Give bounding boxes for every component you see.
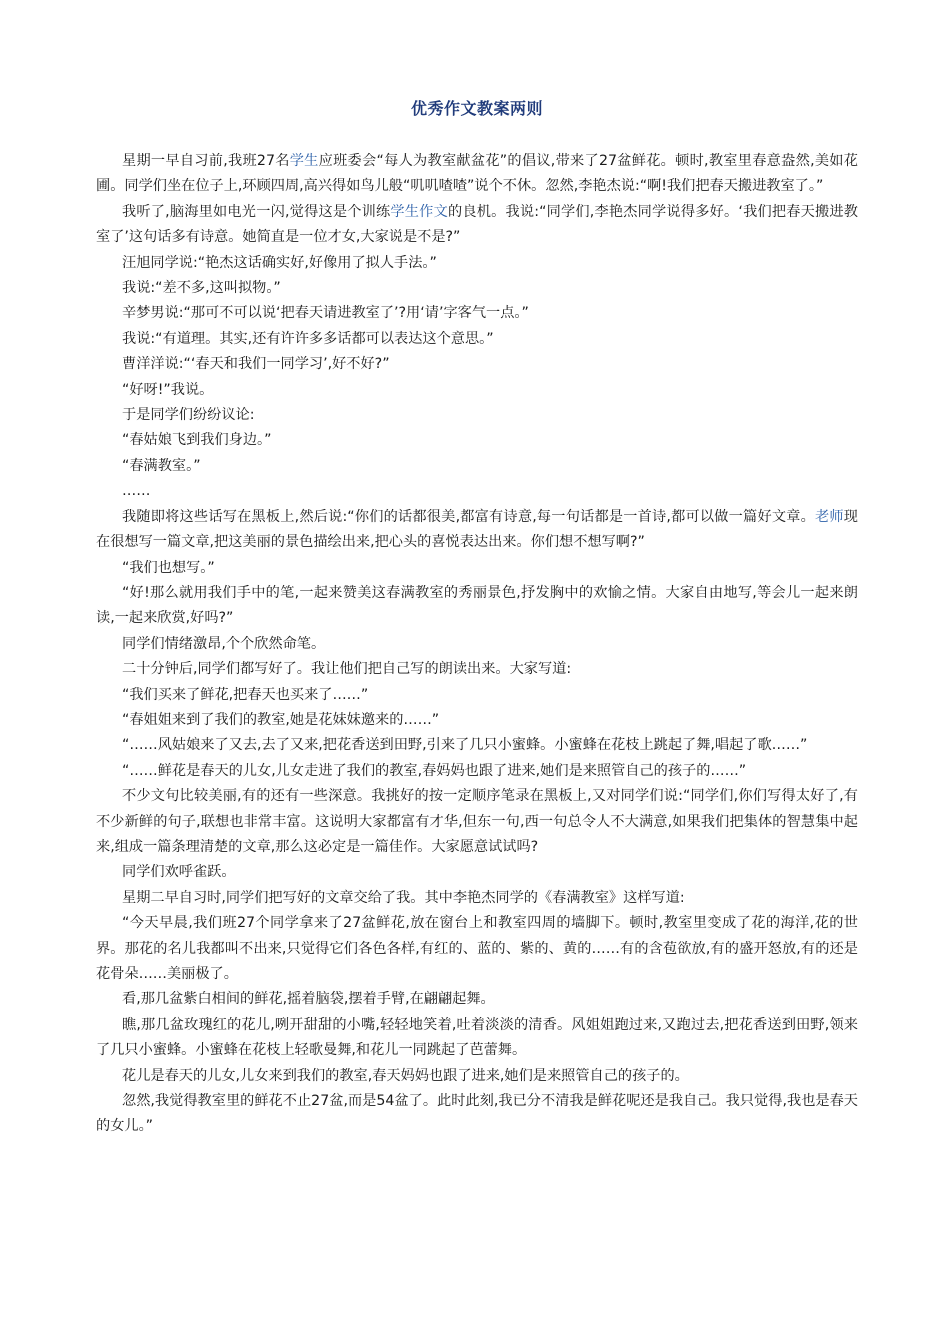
paragraph-text: 星期一早自习前,我班27名 — [122, 153, 290, 169]
body-paragraph — [96, 200, 858, 251]
body-paragraph — [96, 657, 858, 682]
body-paragraph — [96, 505, 858, 556]
inline-link[interactable]: 学生 — [289, 153, 319, 169]
body-paragraph — [96, 352, 858, 377]
paragraph-text: 我说:“有道理。其实,还有许许多多话都可以表达这个意思。” — [122, 330, 494, 347]
paragraph-text: 同学们欢呼雀跃。 — [122, 864, 236, 881]
paragraph-text: 汪旭同学说:“艳杰这话确实好,好像用了拟人手法。” — [122, 254, 437, 271]
body-paragraph — [96, 1013, 858, 1064]
body-paragraph — [96, 428, 858, 453]
body-paragraph — [96, 784, 858, 860]
body-paragraph — [96, 276, 858, 301]
paragraph-text: “春姐姐来到了我们的教室,她是花妹妹邀来的……” — [122, 711, 440, 728]
paragraph-text: …… — [122, 483, 151, 500]
paragraph-text: “……鲜花是春天的儿女,儿女走进了我们的教室,春妈妈也跟了进来,她们是来照管自己的孩子的……” — [122, 762, 747, 779]
body-paragraph — [96, 479, 858, 504]
paragraph-text: 看,那几盆紫白相间的鲜花,摇着脑袋,摆着手臂,在翩翩起舞。 — [122, 991, 495, 1008]
paragraph-text: “好!那么就用我们手中的笔,一起来赞美这春满教室的秀丽景色,抒发胸中的欢愉之情。大家自由地写,等会儿一起来朗读,一起来欣赏,好吗?” — [96, 584, 858, 627]
document-page — [96, 96, 858, 1140]
body-paragraph — [96, 1089, 858, 1140]
paragraph-text: 瞧,那几盆玫瑰红的花儿,咧开甜甜的小嘴,轻轻地笑着,吐着淡淡的清香。风姐姐跑过来,又跑过去,把花香送到田野,领来了几只小蜜蜂。小蜜蜂在花枝上轻歌曼舞,和花儿一同跳起了芭蕾舞。 — [96, 1016, 858, 1059]
body-paragraph — [96, 632, 858, 657]
body-paragraph — [96, 403, 858, 428]
inline-link[interactable]: 学生作文 — [390, 203, 448, 220]
paragraph-text: 忽然,我觉得教室里的鲜花不止27盆,而是54盆了。此时此刻,我已分不清我是鲜花呢还是我自己。我只觉得,我也是春天的女儿。” — [96, 1093, 858, 1135]
paragraph-text: “今天早晨,我们班27个同学拿来了27盆鲜花,放在窗台上和教室四周的墙脚下。顿时,教室里变成了花的海洋,花的世界。那花的名儿我都叫不出来,只觉得它们各色各样,有红的、蓝的、紫的、黄的……有的含苞欲放,有的盛开怒放,有的还是花骨朵……美丽极了。 — [96, 915, 858, 982]
paragraph-text: “春满教室。” — [122, 457, 201, 474]
body-paragraph — [96, 987, 858, 1012]
body-paragraph — [96, 149, 858, 200]
document-title: 优秀作文教案两则 — [410, 99, 543, 118]
paragraph-text: “我们也想写。” — [122, 559, 215, 576]
paragraph-text: 于是同学们纷纷议论: — [122, 407, 255, 424]
paragraph-text: 不少文句比较美丽,有的还有一些深意。我挑好的按一定顺序笔录在黑板上,又对同学们说:“同学们,你们写得太好了,有不少新鲜的句子,联想也非常丰富。这说明大家都富有才华,但东一句,西一句总令人不大满意,如果我们把集体的智慧集中起来,组成一篇条理清楚的文章,那么这必定是一篇佳作。大家愿意试试吗? — [96, 788, 858, 855]
body-paragraph — [96, 378, 858, 403]
paragraph-text: 星期二早自习时,同学们把写好的文章交给了我。其中李艳杰同学的《春满教室》这样写道: — [122, 889, 685, 906]
paragraph-text: 的良机。我说:“同学们,李艳杰同学说得多好。‘我们把春天搬进教室了’这句话多有诗意。她简直是一位才女,大家说是不是?” — [96, 203, 858, 246]
inline-link[interactable]: 老师 — [815, 508, 844, 525]
paragraph-text: 我随即将这些话写在黑板上,然后说:“你们的话都很美,都富有诗意,每一句话都是一首诗,都可以做一篇好文章。 — [122, 508, 815, 525]
paragraph-text: “我们买来了鲜花,把春天也买来了……” — [122, 686, 369, 703]
paragraph-text: 曹洋洋说:“‘春天和我们一同学习’,好不好?” — [122, 356, 390, 373]
body-paragraph — [96, 911, 858, 987]
paragraph-text: 同学们情绪激昂,个个欣然命笔。 — [122, 635, 326, 652]
paragraph-text: 应班委会“每人为教室献盆花”的倡议,带来了27盆鲜花。顿时,教室里春意盎然,美如花圃。同学们坐在位子上,环顾四周,高兴得如鸟儿般“叽叽喳喳”说个不休。忽然,李艳杰说:“啊!我们把春天搬进教室了。” — [96, 153, 858, 195]
paragraph-text: “春姑娘飞到我们身边。” — [122, 432, 272, 449]
body-paragraph — [96, 454, 858, 479]
body-paragraph — [96, 683, 858, 708]
body-paragraph — [96, 708, 858, 733]
body-paragraph — [96, 886, 858, 911]
paragraph-text: “……风姑娘来了又去,去了又来,把花香送到田野,引来了几只小蜜蜂。小蜜蜂在花枝上跳起了舞,唱起了歌……” — [122, 737, 808, 754]
paragraph-text: 花儿是春天的儿女,儿女来到我们的教室,春天妈妈也跟了进来,她们是来照管自己的孩子的。 — [122, 1067, 689, 1084]
document-body — [96, 149, 858, 1140]
paragraph-text: 现在很想写一篇文章,把这美丽的景色描绘出来,把心头的喜悦表达出来。你们想不想写啊?” — [96, 508, 858, 551]
body-paragraph — [96, 860, 858, 885]
body-paragraph — [96, 556, 858, 581]
body-paragraph — [96, 759, 858, 784]
paragraph-text: 我说:“差不多,这叫拟物。” — [122, 280, 281, 297]
paragraph-text: “好呀!”我说。 — [122, 381, 214, 398]
body-paragraph — [96, 301, 858, 326]
paragraph-text: 二十分钟后,同学们都写好了。我让他们把自己写的朗读出来。大家写道: — [122, 661, 572, 678]
body-paragraph — [96, 327, 858, 352]
body-paragraph — [96, 581, 858, 632]
body-paragraph — [96, 733, 858, 758]
body-paragraph — [96, 251, 858, 276]
paragraph-text: 辛梦男说:“那可不可以说‘把春天请进教室了’?用‘请’字客气一点。” — [122, 305, 529, 322]
body-paragraph — [96, 1064, 858, 1089]
paragraph-text: 我听了,脑海里如电光一闪,觉得这是个训练 — [122, 203, 391, 220]
